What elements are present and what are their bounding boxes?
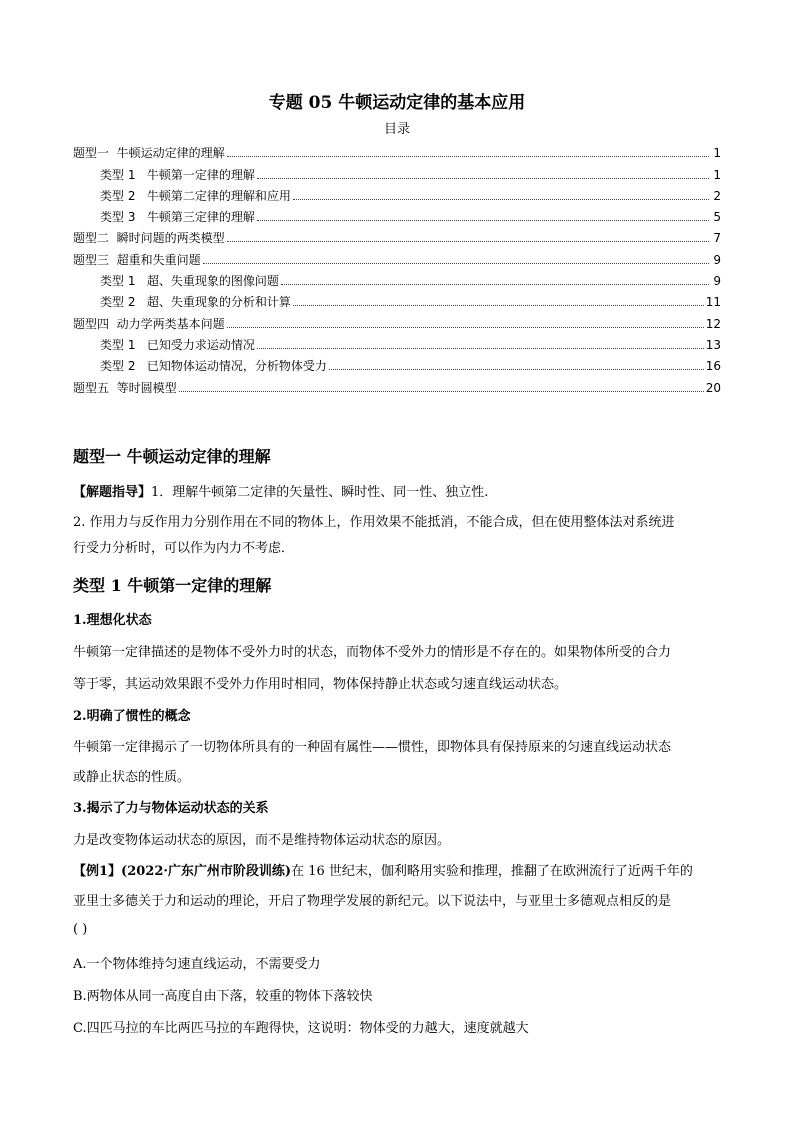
example1-label: 【例1】(2022·广东广州市阶段训练) bbox=[73, 864, 292, 879]
toc-leader-dots bbox=[293, 305, 704, 306]
example1-line-1: 【例1】(2022·广东广州市阶段训练)在 16 世纪末，伽利略用实验和推理，推翻了在欧洲流行了近两千年的 bbox=[73, 864, 693, 879]
toc-entry[interactable] bbox=[73, 226, 721, 247]
toc-entry-label: 类型 1 已知受力求运动情况 bbox=[100, 337, 255, 352]
toc-entry-page: 9 bbox=[713, 274, 721, 289]
toc-entry-label: 类型 1 超、失重现象的图像问题 bbox=[100, 274, 279, 289]
toc-heading: 目录 bbox=[383, 122, 410, 137]
point1-heading: 1.理想化状态 bbox=[73, 613, 152, 628]
toc-entry-label: 题型五 等时圆模型 bbox=[73, 380, 177, 395]
toc-leader-dots bbox=[257, 178, 709, 179]
toc-entry[interactable] bbox=[73, 184, 721, 205]
option-b: B.两物体从同一高度自由下落，较重的物体下落较快 bbox=[73, 989, 373, 1004]
point3-line-1: 力是改变物体运动状态的原因，而不是维持物体运动状态的原因。 bbox=[73, 833, 451, 848]
point2-heading: 2.明确了惯性的概念 bbox=[73, 709, 191, 724]
toc-entry[interactable] bbox=[73, 162, 721, 183]
toc-entry-label: 类型 2 超、失重现象的分析和计算 bbox=[100, 295, 291, 310]
toc-entry-label: 题型二 瞬时问题的两类模型 bbox=[73, 231, 225, 246]
point1-line-1: 牛顿第一定律描述的是物体不受外力时的状态，而物体不受外力的情形是不存在的。如果物体所受的合力 bbox=[73, 645, 672, 660]
toc-entry[interactable] bbox=[73, 333, 721, 354]
toc-leader-dots bbox=[227, 241, 709, 242]
toc-entry-page: 5 bbox=[713, 210, 721, 225]
toc-entry-label: 类型 2 牛顿第二定律的理解和应用 bbox=[100, 188, 291, 203]
point3-heading: 3.揭示了力与物体运动状态的关系 bbox=[73, 801, 269, 816]
type1-heading: 类型 1 牛顿第一定律的理解 bbox=[73, 576, 272, 595]
toc-entry-label: 类型 2 已知物体运动情况，分析物体受力 bbox=[100, 359, 327, 374]
toc-leader-dots bbox=[281, 284, 709, 285]
toc-leader-dots bbox=[257, 348, 704, 349]
guide-line-1: 【解题指导】1．理解牛顿第二定律的矢量性、瞬时性、同一性、独立性. bbox=[73, 485, 489, 500]
example1-line-2: 亚里士多德关于力和运动的理论，开启了物理学发展的新纪元。以下说法中，与亚里士多德观点相反的是 bbox=[73, 894, 672, 909]
table-of-contents bbox=[73, 141, 721, 397]
toc-leader-dots bbox=[293, 199, 709, 200]
toc-entry-label: 类型 3 牛顿第三定律的理解 bbox=[100, 210, 255, 225]
toc-entry-label: 题型三 超重和失重问题 bbox=[73, 252, 201, 267]
option-a: A.一个物体维持匀速直线运动，不需要受力 bbox=[73, 957, 321, 972]
toc-entry-page: 20 bbox=[705, 380, 721, 395]
toc-entry-page: 16 bbox=[705, 359, 721, 374]
toc-entry[interactable] bbox=[73, 141, 721, 162]
toc-entry[interactable] bbox=[73, 375, 721, 396]
point1-line-2: 等于零，其运动效果跟不受外力作用时相同，物体保持静止状态或匀速直线运动状态。 bbox=[73, 677, 568, 692]
toc-leader-dots bbox=[227, 156, 709, 157]
point2-line-2: 或静止状态的性质。 bbox=[73, 770, 191, 785]
section-heading: 题型一 牛顿运动定律的理解 bbox=[73, 447, 271, 466]
document-title: 专题 05 牛顿运动定律的基本应用 bbox=[268, 93, 526, 113]
toc-leader-dots bbox=[227, 327, 704, 328]
point2-line-1: 牛顿第一定律揭示了一切物体所具有的一种固有属性——惯性，即物体具有保持原来的匀速直线运动状态 bbox=[73, 740, 672, 755]
guide-line-2b: 行受力分析时，可以作为内力不考虑． bbox=[73, 541, 295, 556]
guide-label: 【解题指导】 bbox=[73, 485, 152, 500]
option-c: C.四匹马拉的车比两匹马拉的车跑得快，这说明：物体受的力越大，速度就越大 bbox=[73, 1021, 529, 1036]
toc-entry[interactable] bbox=[73, 269, 721, 290]
toc-entry[interactable] bbox=[73, 354, 721, 375]
toc-entry-page: 7 bbox=[713, 231, 721, 246]
guide-line-2a: 2. 作用力与反作用力分别作用在不同的物体上，作用效果不能抵消，不能合成，但在使用整体法对系统进 bbox=[73, 515, 675, 530]
toc-entry-label: 类型 1 牛顿第一定律的理解 bbox=[100, 167, 255, 182]
toc-leader-dots bbox=[203, 263, 709, 264]
toc-entry-page: 1 bbox=[713, 167, 721, 182]
toc-entry[interactable] bbox=[73, 247, 721, 268]
toc-entry-page: 12 bbox=[705, 316, 721, 331]
toc-leader-dots bbox=[329, 369, 704, 370]
example1-line-3: ( ) bbox=[73, 922, 88, 937]
toc-entry-page: 2 bbox=[713, 188, 721, 203]
toc-leader-dots bbox=[257, 220, 709, 221]
toc-entry-page: 1 bbox=[713, 146, 721, 161]
toc-entry[interactable] bbox=[73, 205, 721, 226]
toc-entry-label: 题型一 牛顿运动定律的理解 bbox=[73, 146, 225, 161]
toc-entry-page: 11 bbox=[705, 295, 721, 310]
toc-entry[interactable] bbox=[73, 311, 721, 332]
toc-entry-page: 9 bbox=[713, 252, 721, 267]
toc-leader-dots bbox=[179, 391, 704, 392]
toc-entry-label: 题型四 动力学两类基本问题 bbox=[73, 316, 225, 331]
toc-entry[interactable] bbox=[73, 290, 721, 311]
toc-entry-page: 13 bbox=[705, 337, 721, 352]
